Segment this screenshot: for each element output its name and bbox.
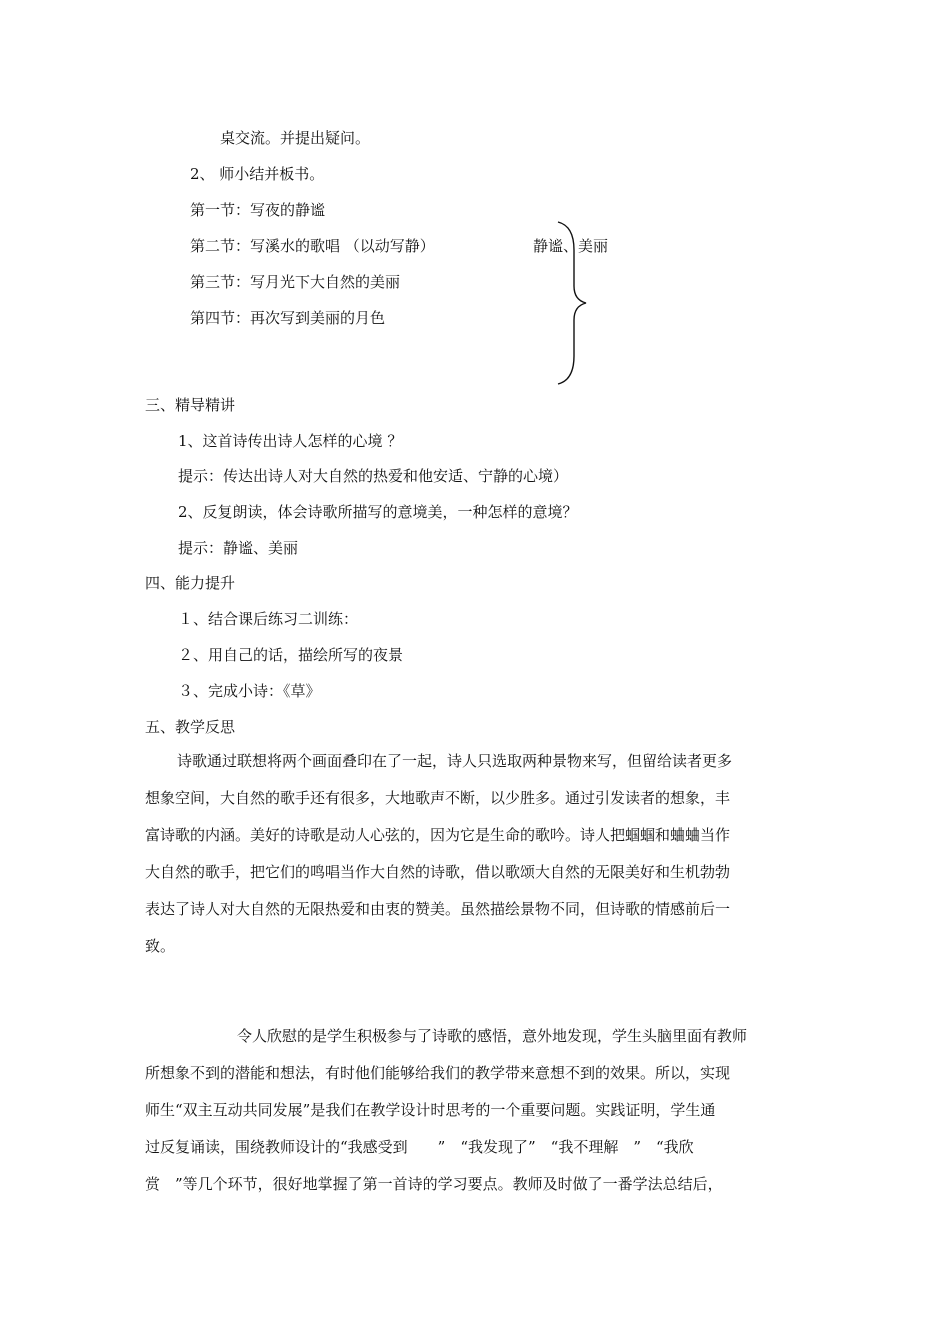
summary-step: 2、 师小结并板书。 bbox=[190, 165, 325, 183]
paragraph-line: 大自然的歌手，把它们的鸣唱当作大自然的诗歌，借以歌颂大自然的无限美好和生机勃勃 bbox=[145, 863, 731, 881]
question-1: 1、这首诗传出诗人怎样的心境 ？ bbox=[178, 432, 403, 450]
section-heading-3: 三、精导精讲 bbox=[145, 396, 236, 414]
board-section-2: 第二节：写溪水的歌唱 （以动写静） bbox=[190, 237, 435, 255]
paragraph-line: 想象空间，大自然的歌手还有很多，大地歌声不断，以少胜多。通过引发读者的想象，丰 bbox=[145, 789, 731, 807]
exercise-item-3: ３、完成小诗：《草》 bbox=[178, 682, 321, 700]
hint-2: 提示：静谧、美丽 bbox=[178, 539, 299, 557]
hint-1: 提示：传达出诗人对大自然的热爱和他安适、宁静的心境） bbox=[178, 467, 569, 485]
paragraph-line: 致。 bbox=[145, 937, 176, 955]
paragraph-line: 富诗歌的内涵。美好的诗歌是动人心弦的，因为它是生命的歌吟。诗人把蝈蝈和蛐蛐当作 bbox=[145, 826, 731, 844]
board-summary: 静谧、美丽 bbox=[533, 237, 609, 255]
paragraph-line: 令人欣慰的是学生积极参与了诗歌的感悟，意外地发现，学生头脑里面有教师 bbox=[237, 1027, 748, 1045]
paragraph-line: 过反复诵读，围绕教师设计的“我感受到 ” “我发现了” “我不理解 ” “我欣 bbox=[145, 1138, 694, 1156]
board-section-1: 第一节：写夜的静谧 bbox=[190, 201, 326, 219]
brace-icon bbox=[552, 220, 592, 386]
board-section-3: 第三节：写月光下大自然的美丽 bbox=[190, 273, 401, 291]
board-section-4: 第四节：再次写到美丽的月色 bbox=[190, 309, 386, 327]
exercise-item-1: １、结合课后练习二训练： bbox=[178, 610, 359, 628]
paragraph-line: 赏 ”等几个环节，很好地掌握了第一首诗的学习要点。教师及时做了一番学法总结后， bbox=[145, 1175, 723, 1193]
section-heading-5: 五、教学反思 bbox=[145, 718, 236, 736]
question-2: 2、反复朗读，体会诗歌所描写的意境美，一种怎样的意境？ bbox=[178, 503, 578, 521]
paragraph-line: 师生“双主互动共同发展”是我们在教学设计时思考的一个重要问题。实践证明，学生通 bbox=[145, 1101, 716, 1119]
reflection-paragraph-1 bbox=[145, 743, 810, 965]
continued-line: 桌交流。并提出疑问。 bbox=[220, 129, 371, 147]
paragraph-line: 诗歌通过联想将两个画面叠印在了一起，诗人只选取两种景物来写，但留给读者更多 bbox=[177, 752, 733, 770]
paragraph-line: 所想象不到的潜能和想法，有时他们能够给我们的教学带来意想不到的效果。所以，实现 bbox=[145, 1064, 731, 1082]
reflection-paragraph-2 bbox=[145, 1018, 810, 1203]
exercise-item-2: ２、用自己的话，描绘所写的夜景 bbox=[178, 646, 404, 664]
section-heading-4: 四、能力提升 bbox=[145, 574, 236, 592]
paragraph-line: 表达了诗人对大自然的无限热爱和由衷的赞美。虽然描绘景物不同，但诗歌的情感前后一 bbox=[145, 900, 731, 918]
